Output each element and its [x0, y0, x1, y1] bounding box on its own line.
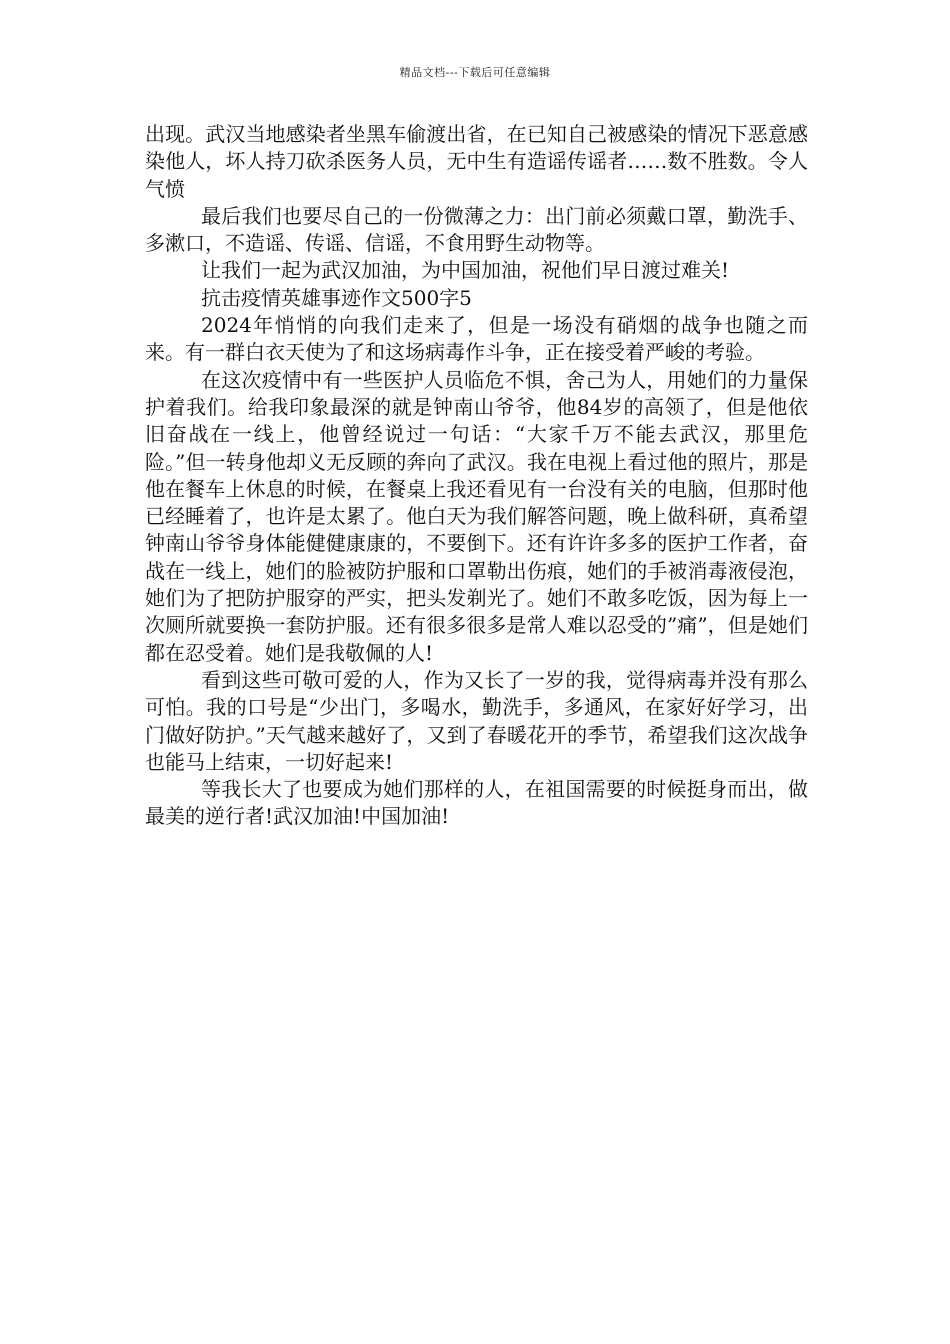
paragraph: 等我长大了也要成为她们那样的人，在祖国需要的时候挺身而出，做最美的逆行者!武汉加油!中国加油! — [145, 777, 808, 829]
document-body — [145, 121, 808, 831]
paragraph: 让我们一起为武汉加油，为中国加油，祝他们早日渡过难关! — [201, 258, 730, 283]
page-header: 精品文档---下载后可任意编辑 — [399, 66, 551, 79]
paragraph: 在这次疫情中有一些医护人员临危不惧，舍己为人，用她们的力量保护着我们。给我印象最深的就是钟南山爷爷，他84岁的高领了，但是他依旧奋战在一线上，他曾经说过一句话：“大家千万不能去武汉，那里危险。”但一转身他却义无反顾的奔向了武汉。我在电视上看过他的照片，那是他在餐车上休息的时候，在餐桌上我还看见有一台没有关的电脑，但那时他已经睡着了，也许是太累了。他白天为我们解答问题，晚上做科研，真希望钟南山爷爷身体能健健康康的，不要倒下。还有许许多多的医护工作者，奋战在一线上，她们的脸被防护服和口罩勒出伤痕，她们的手被消毒液侵泡，她们为了把防护服穿的严实，把头发剃光了。她们不敢多吃饭，因为每上一次厕所就要换一套防护服。还有很多很多是常人难以忍受的”痛”，但是她们都在忍受着。她们是我敬佩的人! — [145, 367, 808, 665]
paragraph: 2024年悄悄的向我们走来了，但是一场没有硝烟的战争也随之而来。有一群白衣天使为了和这场病毒作斗争，正在接受着严峻的考验。 — [145, 313, 808, 365]
section-title: 抗击疫情英雄事迹作文500字5 — [201, 285, 472, 310]
paragraph: 最后我们也要尽自己的一份微薄之力：出门前必须戴口罩，勤洗手、多漱口，不造谣、传谣、信谣，不食用野生动物等。 — [145, 203, 808, 256]
paragraph: 看到这些可敬可爱的人，作为又长了一岁的我，觉得病毒并没有那么可怕。我的口号是“少出门，多喝水，勤洗手，多通风，在家好好学习，出门做好防护。”天气越来越好了，又到了春暖花开的季节，希望我们这次战争也能马上结束，一切好起来! — [145, 667, 808, 774]
paragraph: 出现。武汉当地感染者坐黑车偷渡出省，在已知自己被感染的情况下恶意感染他人，坏人持刀砍杀医务人员，无中生有造谣传谣者……数不胜数。令人气愤 — [145, 122, 808, 201]
